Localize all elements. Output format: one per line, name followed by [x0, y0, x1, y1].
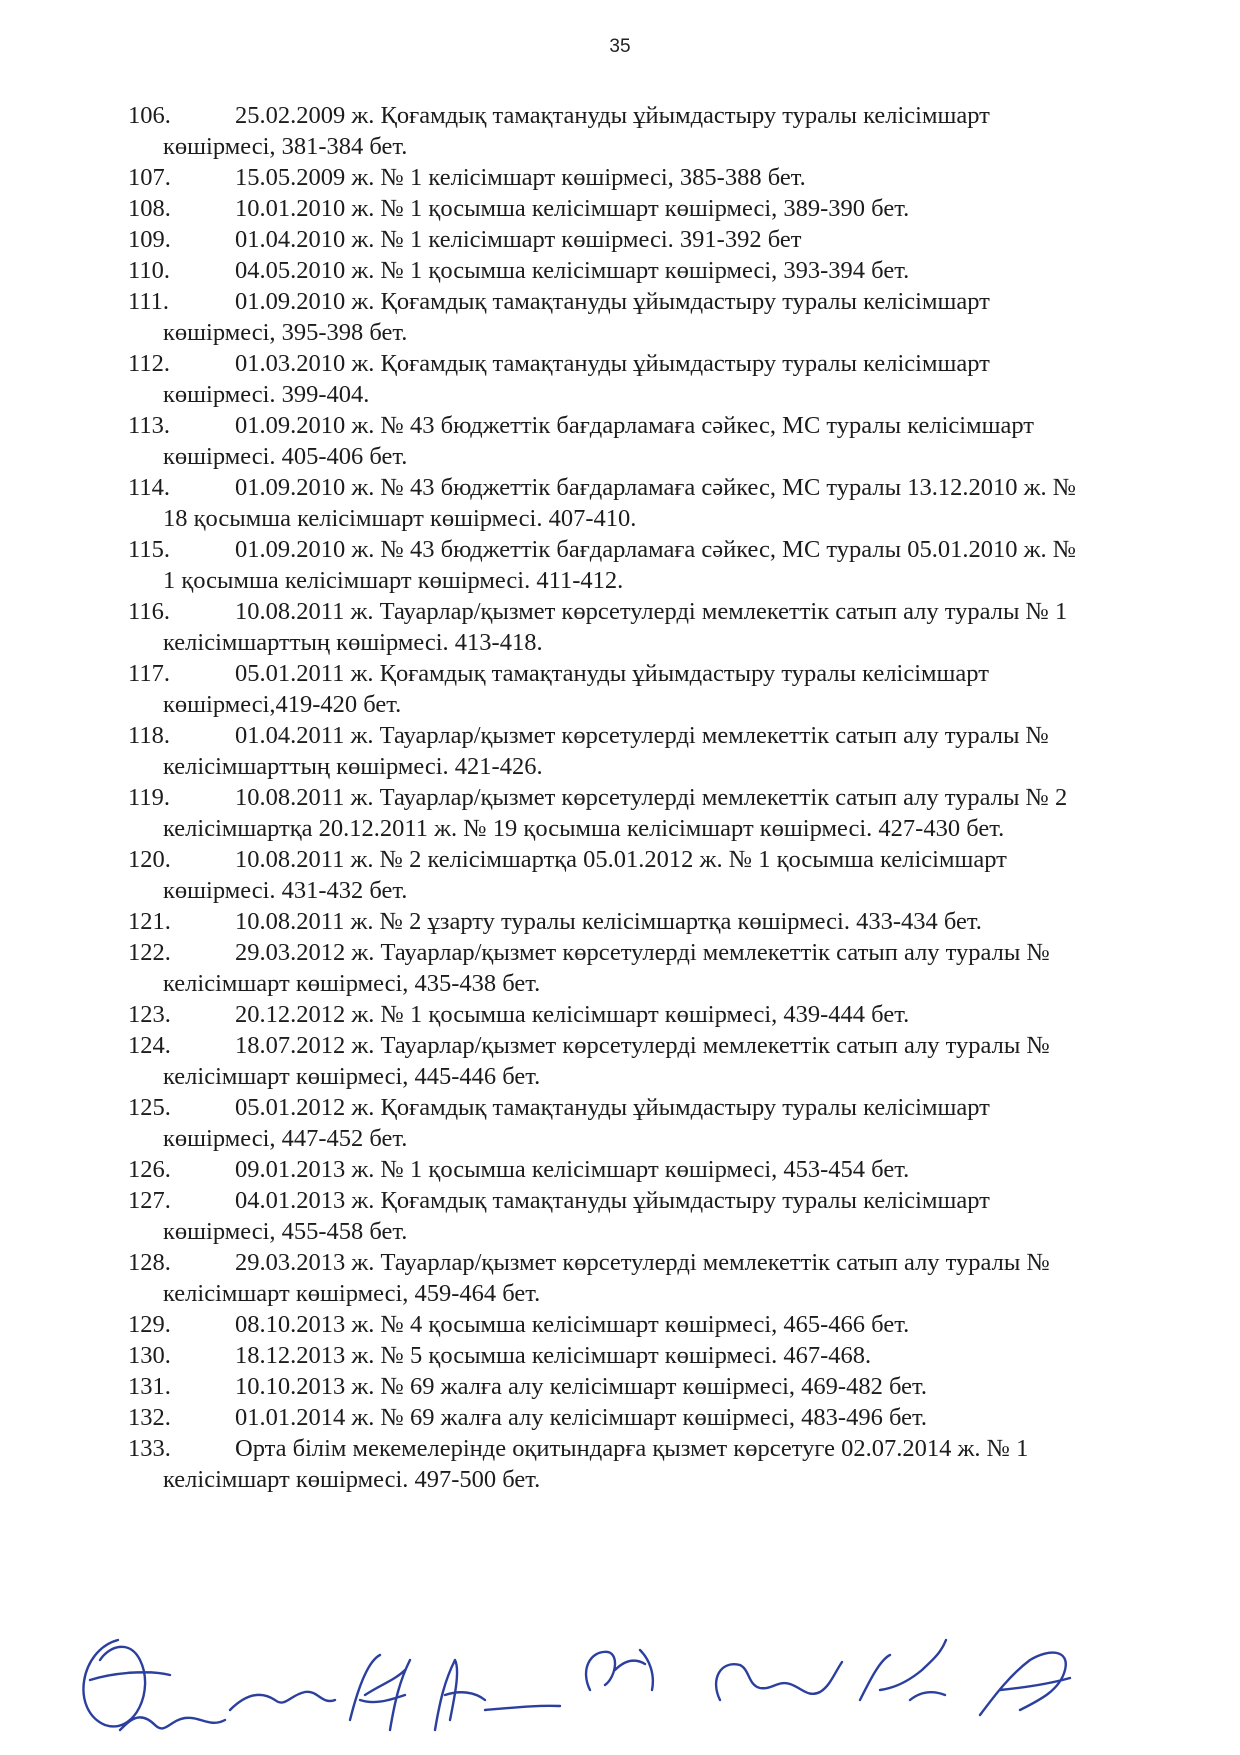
list-item [0, 1092, 1240, 1154]
item-text-line-1: 10.10.2013 ж. № 69 жалға алу келісімшарт көшірмесі, 469-482 бет. [235, 1373, 927, 1400]
signature-3 [350, 1655, 410, 1730]
item-text-line-1: 04.01.2013 ж. Қоғамдық тамақтануды ұйымдастыру туралы келісімшарт [235, 1187, 990, 1214]
list-item [0, 1154, 1240, 1185]
list-item [0, 472, 1240, 534]
list-item [0, 193, 1240, 224]
list-item [0, 720, 1240, 782]
item-text-line-2: көшірмесі, 455-458 бет. [163, 1218, 408, 1245]
item-text-line-1: 04.05.2010 ж. № 1 қосымша келісімшарт көшірмесі, 393-394 бет. [235, 257, 910, 284]
document-list [0, 100, 1240, 1495]
item-text-line-1: 09.01.2013 ж. № 1 қосымша келісімшарт көшірмесі, 453-454 бет. [235, 1156, 910, 1183]
item-number: 106. [128, 102, 171, 129]
item-text-line-1: 08.10.2013 ж. № 4 қосымша келісімшарт көшірмесі, 465-466 бет. [235, 1311, 910, 1338]
item-text-line-2: 18 қосымша келісімшарт көшірмесі. 407-410. [163, 505, 637, 532]
item-text-line-1: 01.03.2010 ж. Қоғамдық тамақтануды ұйымдастыру туралы келісімшарт [235, 350, 990, 377]
item-text-line-2: көшірмесі, 447-452 бет. [163, 1125, 408, 1152]
item-text-line-1: 10.08.2011 ж. Тауарлар/қызмет көрсетулерді мемлекеттік сатып алу туралы № 2 [235, 784, 1068, 811]
item-text-line-2: көшірмесі,419-420 бет. [163, 691, 402, 718]
item-text-line-2: келісімшарт көшірмесі, 435-438 бет. [163, 970, 541, 997]
item-number: 130. [128, 1342, 171, 1369]
signature-6 [716, 1662, 842, 1700]
item-number: 110. [128, 257, 170, 284]
item-text-line-1: 10.08.2011 ж. Тауарлар/қызмет көрсетулерді мемлекеттік сатып алу туралы № 1 [235, 598, 1068, 625]
signatures [60, 1600, 1180, 1750]
list-item [0, 596, 1240, 658]
item-number: 123. [128, 1001, 171, 1028]
item-text-line-1: Орта білім мекемелерінде оқитындарға қызмет көрсетуге 02.07.2014 ж. № 1 [235, 1435, 1029, 1462]
item-number: 129. [128, 1311, 171, 1338]
item-text-line-1: 10.01.2010 ж. № 1 қосымша келісімшарт көшірмесі, 389-390 бет. [235, 195, 910, 222]
signature-4 [435, 1660, 560, 1730]
item-number: 122. [128, 939, 171, 966]
list-item [0, 162, 1240, 193]
item-number: 133. [128, 1435, 171, 1462]
item-text-line-1: 15.05.2009 ж. № 1 келісімшарт көшірмесі, 385-388 бет. [235, 164, 806, 191]
item-number: 109. [128, 226, 171, 253]
item-number: 116. [128, 598, 170, 625]
list-item [0, 1340, 1240, 1371]
item-text-line-1: 05.01.2012 ж. Қоғамдық тамақтануды ұйымдастыру туралы келісімшарт [235, 1094, 990, 1121]
item-text-line-1: 29.03.2012 ж. Тауарлар/қызмет көрсетулерді мемлекеттік сатып алу туралы № [235, 939, 1050, 966]
item-text-line-2: келісімшарт көшірмесі. 497-500 бет. [163, 1466, 541, 1493]
item-text-line-1: 01.09.2010 ж. № 43 бюджеттік бағдарламаға сәйкес, МС туралы 13.12.2010 ж. № [235, 474, 1077, 501]
item-text-line-1: 10.08.2011 ж. № 2 келісімшартқа 05.01.2012 ж. № 1 қосымша келісімшарт [235, 846, 1007, 873]
list-item [0, 658, 1240, 720]
list-item [0, 844, 1240, 906]
item-text-line-1: 01.04.2010 ж. № 1 келісімшарт көшірмесі. 391-392 бет [235, 226, 802, 253]
item-number: 115. [128, 536, 170, 563]
item-number: 114. [128, 474, 170, 501]
list-item [0, 1433, 1240, 1495]
item-number: 113. [128, 412, 170, 439]
item-text-line-2: келісімшартқа 20.12.2011 ж. № 19 қосымша келісімшарт көшірмесі. 427-430 бет. [163, 815, 1005, 842]
item-number: 131. [128, 1373, 171, 1400]
item-text-line-1: 20.12.2012 ж. № 1 қосымша келісімшарт көшірмесі, 439-444 бет. [235, 1001, 910, 1028]
item-number: 132. [128, 1404, 171, 1431]
item-text-line-1: 29.03.2013 ж. Тауарлар/қызмет көрсетулерді мемлекеттік сатып алу туралы № [235, 1249, 1050, 1276]
item-text-line-2: көшірмесі, 381-384 бет. [163, 133, 408, 160]
item-text-line-1: 25.02.2009 ж. Қоғамдық тамақтануды ұйымдастыру туралы келісімшарт [235, 102, 990, 129]
list-item [0, 782, 1240, 844]
item-number: 111. [128, 288, 170, 315]
list-item [0, 937, 1240, 999]
item-text-line-1: 01.09.2010 ж. № 43 бюджеттік бағдарламаға сәйкес, МС туралы 05.01.2010 ж. № [235, 536, 1077, 563]
item-number: 125. [128, 1094, 171, 1121]
list-item [0, 255, 1240, 286]
item-text-line-2: келісімшарт көшірмесі, 459-464 бет. [163, 1280, 541, 1307]
item-text-line-1: 01.01.2014 ж. № 69 жалға алу келісімшарт көшірмесі, 483-496 бет. [235, 1404, 927, 1431]
signatures-drawing [60, 1600, 1180, 1750]
item-text-line-2: көшірмесі. 431-432 бет. [163, 877, 408, 904]
list-item [0, 534, 1240, 596]
item-number: 121. [128, 908, 171, 935]
list-item [0, 1402, 1240, 1433]
list-item [0, 1185, 1240, 1247]
signature-2 [230, 1692, 335, 1710]
item-number: 128. [128, 1249, 171, 1276]
list-item [0, 1030, 1240, 1092]
item-text-line-1: 10.08.2011 ж. № 2 ұзарту туралы келісімшартқа көшірмесі. 433-434 бет. [235, 908, 982, 935]
item-text-line-2: келісімшарттың көшірмесі. 421-426. [163, 753, 543, 780]
item-text-line-1: 18.07.2012 ж. Тауарлар/қызмет көрсетулерді мемлекеттік сатып алу туралы № [235, 1032, 1050, 1059]
item-number: 127. [128, 1187, 171, 1214]
signature-8 [980, 1653, 1070, 1715]
list-item [0, 999, 1240, 1030]
item-number: 107. [128, 164, 171, 191]
item-number: 112. [128, 350, 170, 377]
list-item [0, 100, 1240, 162]
signature-7 [860, 1640, 946, 1700]
item-number: 120. [128, 846, 171, 873]
item-text-line-1: 18.12.2013 ж. № 5 қосымша келісімшарт көшірмесі. 467-468. [235, 1342, 872, 1369]
list-item [0, 286, 1240, 348]
item-number: 118. [128, 722, 170, 749]
item-text-line-1: 01.09.2010 ж. Қоғамдық тамақтануды ұйымдастыру туралы келісімшарт [235, 288, 990, 315]
item-number: 124. [128, 1032, 171, 1059]
item-text-line-1: 05.01.2011 ж. Қоғамдық тамақтануды ұйымдастыру туралы келісімшарт [235, 660, 989, 687]
item-text-line-2: көшірмесі, 395-398 бет. [163, 319, 408, 346]
list-item [0, 906, 1240, 937]
item-number: 117. [128, 660, 170, 687]
signature-5 [586, 1650, 653, 1690]
list-item [0, 224, 1240, 255]
list-item [0, 348, 1240, 410]
page-number: 35 [609, 36, 631, 57]
item-text-line-1: 01.04.2011 ж. Тауарлар/қызмет көрсетулерді мемлекеттік сатып алу туралы № [235, 722, 1049, 749]
item-text-line-2: келісімшарттың көшірмесі. 413-418. [163, 629, 543, 656]
item-text-line-1: 01.09.2010 ж. № 43 бюджеттік бағдарламаға сәйкес, МС туралы келісімшарт [235, 412, 1034, 439]
item-number: 119. [128, 784, 170, 811]
list-item [0, 1247, 1240, 1309]
item-number: 126. [128, 1156, 171, 1183]
list-item [0, 1371, 1240, 1402]
signature-1 [83, 1640, 225, 1730]
list-item [0, 1309, 1240, 1340]
item-number: 108. [128, 195, 171, 222]
item-text-line-2: көшірмесі. 399-404. [163, 381, 370, 408]
item-text-line-2: келісімшарт көшірмесі, 445-446 бет. [163, 1063, 541, 1090]
list-item [0, 410, 1240, 472]
item-text-line-2: көшірмесі. 405-406 бет. [163, 443, 408, 470]
item-text-line-2: 1 қосымша келісімшарт көшірмесі. 411-412. [163, 567, 624, 594]
